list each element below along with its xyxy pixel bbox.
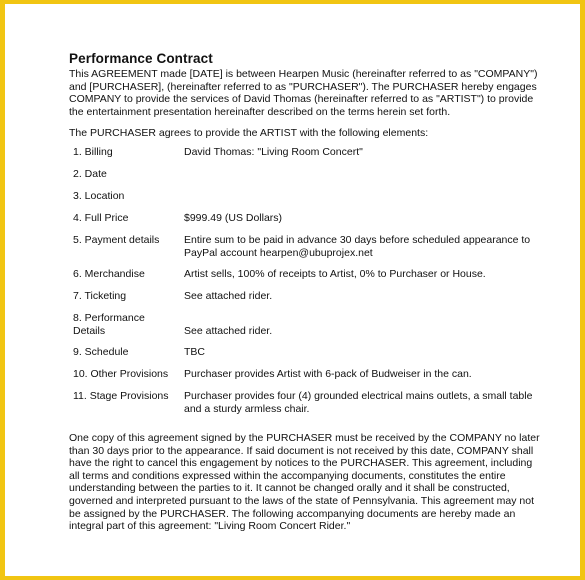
item-value: See attached rider. [184,324,273,337]
item-value: $999.49 (US Dollars) [184,212,283,224]
closing-line: understanding between the parties to it. It cannot be changed orally and it shall be constructed, [69,482,510,495]
document-title: Performance Contract [69,51,213,66]
closing-line: all terms and conditions expressed within the accompanying documents, constitutes the entire [69,469,506,482]
closing-line: than 30 days prior to the appearance. If said document is not received by this date, COMPANY shall [69,444,534,457]
item-label: 9. Schedule [73,346,129,358]
item-value: Purchaser provides four (4) grounded electrical mains outlets, a small table and a sturdy armless chair. [184,390,533,415]
closing-line: be assigned by the PURCHASER. The following accompanying documents are hereby made an [69,507,516,520]
item-value: See attached rider. [184,290,273,302]
closing-line: One copy of this agreement signed by the PURCHASER must be received by the COMPANY no later [69,432,540,444]
closing-line: have the right to cancel this engagement by notices to the PURCHASER. This agreement, including [69,457,533,470]
item-value: David Thomas: "Living Room Concert" [184,146,363,158]
intro-line: This AGREEMENT made [DATE] is between Hearpen Music (hereinafter referred to as "COMPANY") [69,68,538,80]
item-label: 4. Full Price [73,212,129,224]
item-label: 7. Ticketing [73,290,127,302]
item-label: 3. Location [73,190,125,202]
intro-line: and [PURCHASER], (hereinafter referred to as "PURCHASER"). The PURCHASER hereby engages [69,80,537,93]
intro-paragraph [69,68,538,118]
item-value: Entire sum to be paid in advance 30 days before scheduled appearance to PayPal account hearpen@ubuprojex.net [184,234,531,259]
elements-intro: The PURCHASER agrees to provide the ARTIST with the following elements: [69,127,429,139]
item-label: 2. Date [73,168,107,180]
item-label: 1. Billing [73,146,113,158]
intro-line: the entertainment presentation hereinafter described on the terms herein set forth. [69,105,451,118]
document-page [5,4,580,576]
closing-line: integral part of this agreement: "Living Room Concert Rider." [69,520,351,533]
item-label: 6. Merchandise [73,268,145,280]
item-label: 8. Performance Details [73,312,145,337]
intro-line: COMPANY to provide the services of David Thomas (hereinafter referred to as "ARTIST") to provide [69,93,534,106]
item-label: 11. Stage Provisions [73,390,169,402]
item-label: 10. Other Provisions [73,368,169,380]
item-value: TBC [184,346,205,358]
item-value: Artist sells, 100% of receipts to Artist, 0% to Purchaser or House. [184,268,486,280]
item-value: Purchaser provides Artist with 6-pack of Budweiser in the can. [184,368,472,380]
closing-line: governed and interpreted pursuant to the laws of the state of Pennsylvania. This agreement may not [69,494,535,507]
closing-paragraph [69,432,540,533]
item-label: 5. Payment details [73,234,160,246]
